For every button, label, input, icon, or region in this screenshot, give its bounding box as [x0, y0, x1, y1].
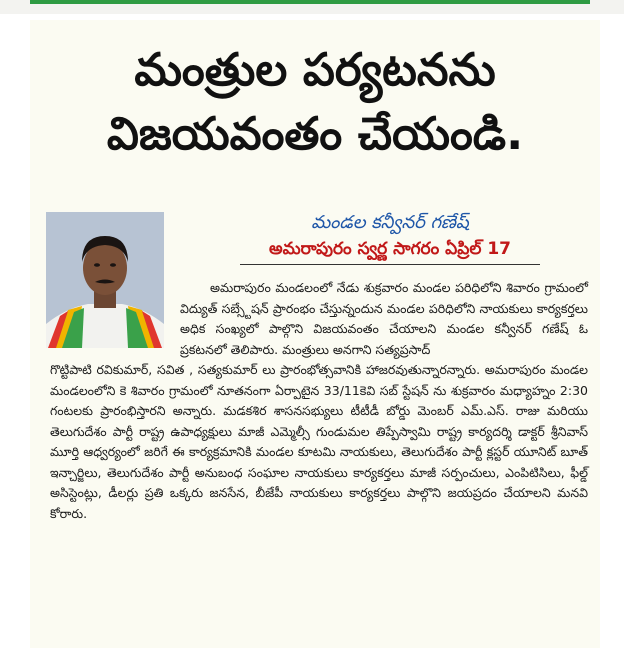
byline-divider: [240, 264, 540, 265]
article-body-top: [180, 278, 588, 360]
news-article: [30, 20, 600, 648]
byline: [200, 210, 580, 265]
paragraph-continued: గొట్టిపాటి రవికుమార్, సవిత , సత్యకుమార్ లు ప్రారంభోత్సవానికి హాజరవుతున్నారన్నారు. అమరాపురం మండల మండలంలోని కె శివారం గ్రామంలో నూతనంగా ఏర్పాటైన 33/11కెవి సబ్ స్టేషన్ ను శుక్రవారం మధ్యాహ్నం 2:30 గంటలకు ప్రారంభిస్తారని అన్నారు. మడకశిర శాసనసభ్యులు టీటీడీ బోర్డు మెంబర్ ఎమ్.ఎస్. రాజు మరియు తెలుగుదేశం పార్టీ రాష్ట్ర ఉపాధ్యక్షులు మాజీ ఎమ్మెల్సీ గుండుమల తిప్పేస్వామి రాష్ట్ర కార్యదర్శి డాక్టర్ శ్రీనివాస్ మూర్తి ఆధ్వర్యంలో జరిగే ఈ కార్యక్రమానికి మండల కూటమి నాయకులు, తెలుగుదేశం పార్టీ క్లస్టర్ యూనిట్ బూత్ ఇన్చార్జిలు, తెలుగుదేశం పార్టీ అనుబంధ సంఘాల నాయకులు కార్యకర్తలు మాజీ సర్పంచులు, ఎంపిటిసిలు, ఫీల్డ్ అసిస్టెంట్లు, డీలర్లు ప్రతి ఒక్కరు జనసేన, బీజేపీ నాయకులు కార్యకర్తలు పాల్గొని జయప్రదం చేయాలని మనవి కోరారు.: [50, 362, 588, 521]
headline: [30, 38, 600, 166]
article-body-bottom: [50, 360, 588, 524]
headline-line-2: విజయవంతం చేయండి.: [106, 107, 524, 160]
author-name: మండల కన్వీనర్ గణేష్: [311, 212, 469, 233]
author-portrait-image: [46, 212, 164, 348]
headline-line-1: మంత్రుల పర్యటనను: [134, 43, 496, 96]
author-photo: [46, 212, 164, 348]
dateline: అమరాపురం స్వర్ణ సాగరం ఏప్రిల్ 17: [269, 239, 511, 259]
paragraph-intro: అమరాపురం మండలంలో నేడు శుక్రవారం మండల పరిధిలోని శివారం గ్రామంలో విద్యుత్ సబ్స్టేషన్ ప్రారంభం చేస్తున్నందున మండల పరిధిలోని నాయకులు కార్యకర్తలు అధిక సంఖ్యలో పాల్గొని విజయవంతం చేయాలని మండల కన్వీనర్ గణేష్ ఓ ప్రకటనలో తెలిపారు. మంత్రులు అనగాని సత్యప్రసాద్: [180, 280, 588, 357]
top-border: [0, 0, 624, 14]
top-green-bar: [30, 0, 590, 4]
